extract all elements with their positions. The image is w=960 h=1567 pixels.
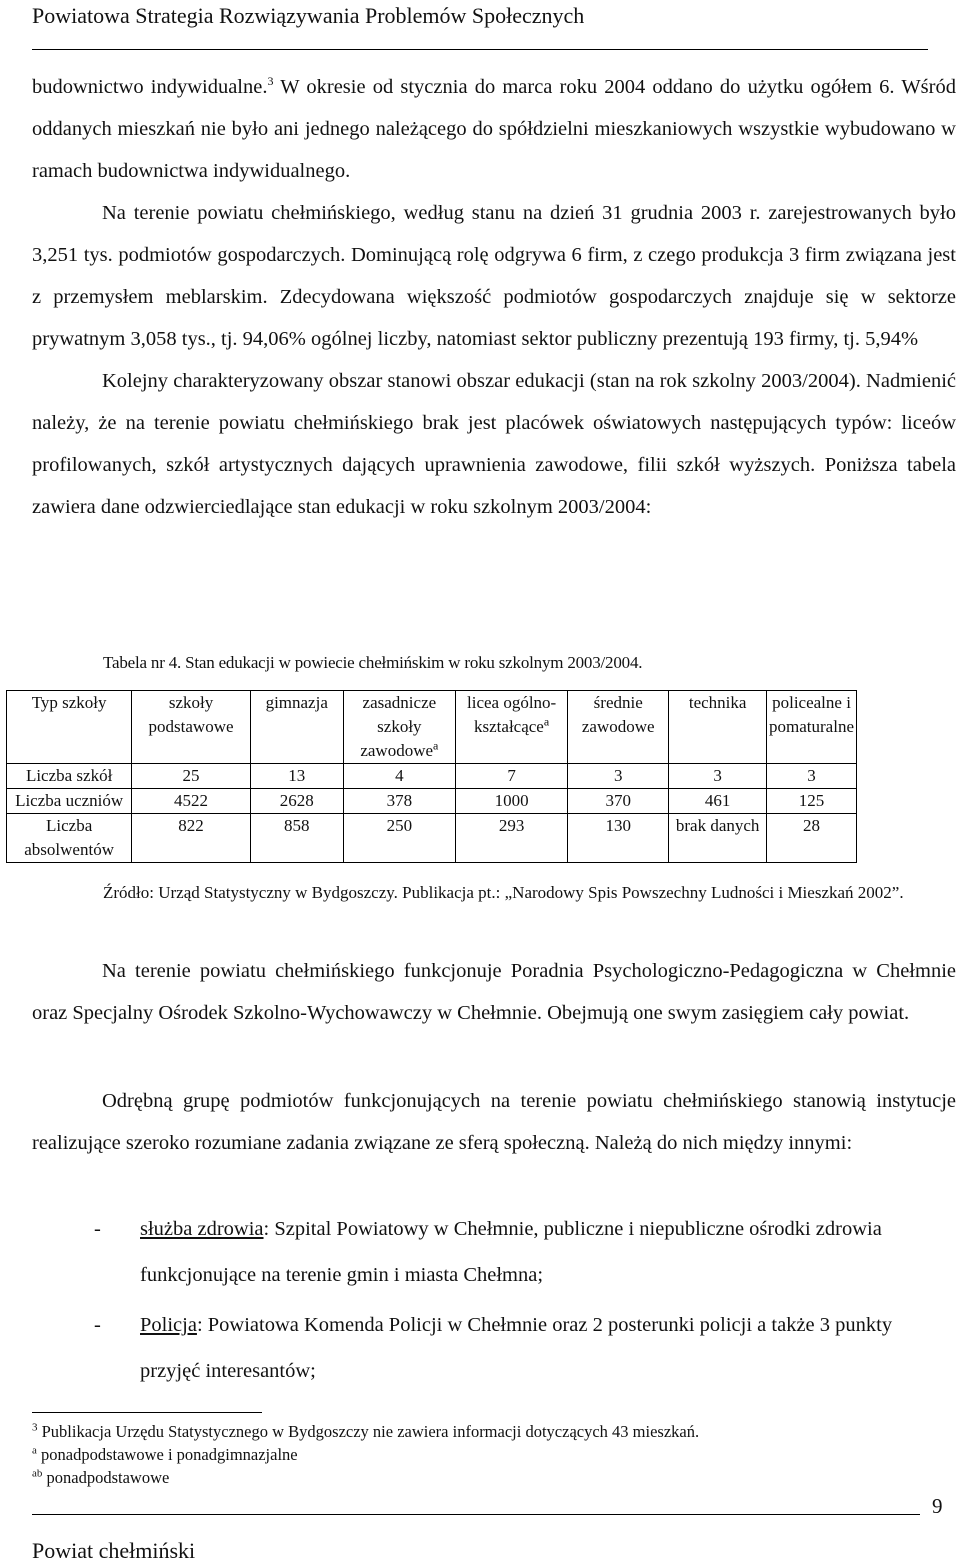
list-dash: - [94, 1314, 101, 1336]
table-cell: 461 [669, 789, 767, 814]
header-text: zasadnicze szkoły zawodowe [360, 693, 437, 760]
table-row [7, 789, 857, 814]
list-term: służba zdrowia [140, 1218, 264, 1240]
table-row [7, 764, 857, 789]
table-caption: Tabela nr 4. Stan edukacji w powiecie chełmińskim w roku szkolnym 2003/2004. [103, 653, 643, 672]
table-cell: 4 [343, 764, 455, 789]
table-cell: 4522 [132, 789, 251, 814]
text-segment: Na terenie powiatu chełmińskiego funkcjonuje Poradnia Psychologiczno-Pedagogiczna w Chełmnie oraz Specjalny Ośrodek Szkolno-Wychowawczy w Chełmnie. Obejmują one swym zasięgiem cały powiat. [32, 960, 956, 1024]
list-term: Policja [140, 1314, 197, 1336]
footnote-rule [32, 1412, 262, 1413]
header-text: licea ogólno-kształcące [467, 693, 557, 736]
footnote-text: Publikacja Urzędu Statystycznego w Bydgoszczy nie zawiera informacji dotyczących 43 mieszkań. [37, 1422, 700, 1441]
footnote-mark: ab [32, 1467, 43, 1480]
text-segment: budownictwo indywidualne. [32, 76, 268, 98]
table-cell: 7 [456, 764, 568, 789]
header-cell: Typ szkoły [7, 691, 132, 764]
header-cell: technika [669, 691, 767, 764]
footer-text: Powiat chełmiński [32, 1538, 196, 1563]
footnote-text: ponadpodstawowe [42, 1468, 170, 1487]
page-number: 9 [932, 1494, 943, 1518]
footer-rule [32, 1514, 920, 1515]
paragraph-housing-business-education [32, 66, 956, 528]
footnote-mark: 3 [32, 1421, 38, 1434]
paragraph-institutions [32, 1080, 956, 1164]
footnote [32, 1466, 932, 1489]
footnote [32, 1420, 932, 1443]
footnote [32, 1443, 932, 1466]
table-cell: 858 [250, 814, 343, 863]
table-cell: 822 [132, 814, 251, 863]
list-item [32, 1206, 956, 1298]
table-cell: brak danych [669, 814, 767, 863]
header-sup: a [543, 714, 550, 729]
footnote-ref-3: 3 [267, 74, 274, 89]
table-cell: 250 [343, 814, 455, 863]
paragraph-counselling [32, 950, 956, 1034]
table-cell: 130 [568, 814, 669, 863]
header-sup: a [433, 738, 439, 753]
table-row [7, 814, 857, 863]
table-cell: 378 [343, 789, 455, 814]
text-segment: Na terenie powiatu chełmińskiego, według stanu na dzień 31 grudnia 2003 r. zarejestrowanych było 3,251 tys. podmiotów gospodarczych. Dominującą rolę odgrywa 6 firm, z czego produkcja 3 firm związana jest z przemysłem meblarskim. Zdecydowana większość podmiotów gospodarczych znajduje się w sektorze prywatnym 3,058 tys., tj. 94,06% ogólnej liczby, natomiast sektor publiczny prezentują 193 firmy, tj. 5,94% [32, 202, 956, 350]
header-cell: szkoły podstawowe [132, 691, 251, 764]
institutions-list [32, 1206, 956, 1398]
education-table [6, 690, 857, 863]
table-cell: 3 [568, 764, 669, 789]
row-label: Liczba uczniów [7, 789, 132, 814]
text-segment: W okresie od stycznia do marca roku 2004 oddano do użytku ogółem 6. Wśród oddanych mieszkań nie było ani jednego należącego do spółdzielni mieszkaniowych wszystkie wybudowano w ramach budownictwa indywidualnego. [32, 76, 956, 182]
list-text: : Powiatowa Komenda Policji w Chełmnie oraz 2 posterunki policji a także 3 punkty przyjęć interesantów; [140, 1314, 893, 1382]
table-cell: 125 [767, 789, 857, 814]
table-cell: 25 [132, 764, 251, 789]
table-cell: 3 [767, 764, 857, 789]
list-item [32, 1302, 956, 1394]
list-dash: - [94, 1218, 101, 1240]
table-cell: 293 [456, 814, 568, 863]
list-text: : Szpital Powiatowy w Chełmnie, publiczne i niepubliczne ośrodki zdrowia funkcjonujące na terenie gmin i miasta Chełmna; [140, 1218, 882, 1286]
text-segment: Odrębną grupę podmiotów funkcjonujących na terenie powiatu chełmińskiego stanowią instytucje realizujące szeroko rozumiane zadania związane ze sferą społeczną. Należą do nich między innymi: [32, 1090, 956, 1154]
text-segment: Kolejny charakteryzowany obszar stanowi obszar edukacji (stan na rok szkolny 2003/2004). Nadmienić należy, że na terenie powiatu chełmińskiego brak jest placówek oświatowych następujących typów: liceów profilowanych, szkół artystycznych dających uprawnienia zawodowe, filii szkół wyższych. Poniższa tabela zawiera dane odzwierciedlające stan edukacji w roku szkolnym 2003/2004: [32, 370, 956, 518]
header-cell: średnie zawodowe [568, 691, 669, 764]
row-label: Liczba absolwentów [7, 814, 132, 863]
header-cell: gimnazja [250, 691, 343, 764]
page-header: Powiatowa Strategia Rozwiązywania Problemów Społecznych [32, 3, 585, 28]
table-cell: 3 [669, 764, 767, 789]
table-source: Źródło: Urząd Statystyczny w Bydgoszczy. Publikacja pt.: „Narodowy Spis Powszechny Ludności i Mieszkań 2002”. [103, 883, 904, 902]
header-cell [343, 691, 455, 764]
table-cell: 28 [767, 814, 857, 863]
header-rule [32, 49, 928, 50]
table-header-row [7, 691, 857, 764]
table-cell: 2628 [250, 789, 343, 814]
header-cell [456, 691, 568, 764]
table-cell: 1000 [456, 789, 568, 814]
footnote-text: ponadpodstawowe i ponadgimnazjalne [36, 1445, 298, 1464]
table-cell: 370 [568, 789, 669, 814]
table-cell: 13 [250, 764, 343, 789]
footnotes [32, 1420, 932, 1489]
row-label: Liczba szkół [7, 764, 132, 789]
header-cell: policealne i pomaturalne [767, 691, 857, 764]
footnote-mark: a [32, 1444, 37, 1457]
